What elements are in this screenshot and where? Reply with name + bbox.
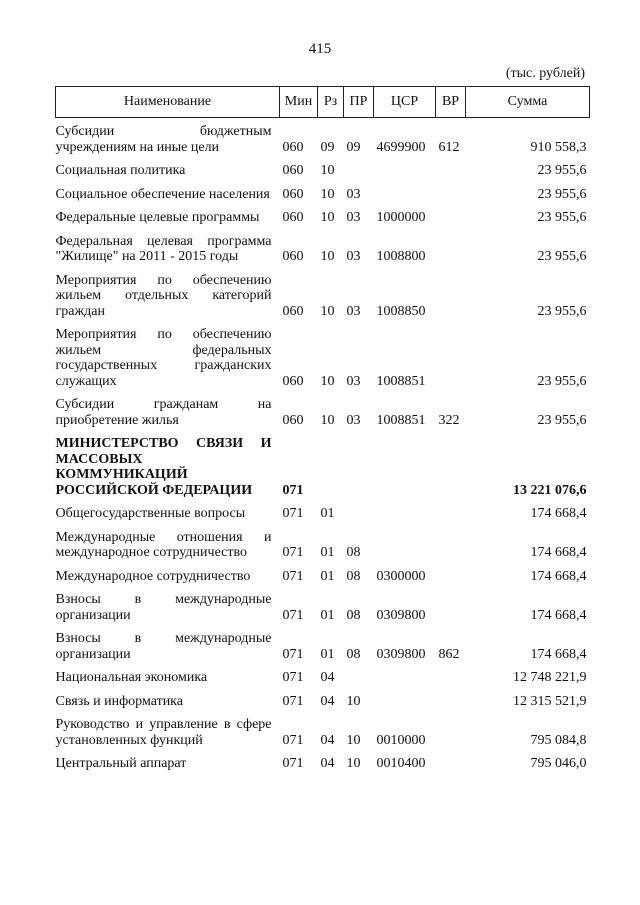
sum-cell: 174 668,4 xyxy=(530,607,587,623)
csr-cell: 1008851 xyxy=(376,373,426,389)
name-cell: Социальная политика xyxy=(55,163,186,178)
vr-cell: 612 xyxy=(438,139,460,155)
pr-cell: 03 xyxy=(346,210,361,225)
pr-cell: 10 xyxy=(346,693,361,709)
unit-label: (тыс. рублей) xyxy=(505,66,585,81)
min-cell: 060 xyxy=(282,412,304,428)
min-cell: 071 xyxy=(282,646,304,662)
pr-cell: 03 xyxy=(346,412,361,428)
header-name: Наименование xyxy=(56,87,280,118)
sum-cell: 910 558,3 xyxy=(530,139,587,155)
sum-cell: 795 046,0 xyxy=(530,756,587,771)
pr-cell: 08 xyxy=(346,568,361,584)
vr-cell xyxy=(436,711,466,750)
sum-cell: 23 955,6 xyxy=(537,186,587,202)
csr-cell: 0309800 xyxy=(376,646,426,662)
vr-cell xyxy=(436,500,466,524)
sum-cell: 174 668,4 xyxy=(530,568,587,584)
table-row xyxy=(56,586,590,625)
pr-cell: 08 xyxy=(346,607,361,623)
min-cell: 060 xyxy=(282,249,304,264)
vr-cell xyxy=(436,524,466,563)
rz-cell: 10 xyxy=(320,210,335,225)
csr-cell: 1000000 xyxy=(376,210,426,225)
table-row xyxy=(56,228,590,267)
vr-cell: 322 xyxy=(438,412,460,428)
min-cell: 060 xyxy=(282,186,304,202)
rz-cell: 04 xyxy=(320,756,335,771)
min-cell: 060 xyxy=(282,210,304,225)
csr-cell: 1008851 xyxy=(376,412,426,428)
vr-cell xyxy=(436,157,466,181)
table-row xyxy=(56,267,590,322)
pr-cell: 10 xyxy=(346,732,361,748)
table-row xyxy=(56,157,590,181)
sum-cell: 23 955,6 xyxy=(537,373,587,389)
vr-cell xyxy=(436,688,466,712)
rz-cell: 01 xyxy=(320,607,335,623)
header-min: Мин xyxy=(280,87,318,118)
name-cell: Руководство и управление в сфере установленных функций xyxy=(55,717,272,748)
table-row xyxy=(56,711,590,750)
pr-cell: 09 xyxy=(346,139,361,155)
min-cell: 060 xyxy=(282,303,304,319)
pr-cell xyxy=(344,157,374,181)
table-row xyxy=(56,750,590,774)
name-cell: Международные отношения и международное сотрудничество xyxy=(55,529,272,560)
rz-cell: 10 xyxy=(320,373,335,389)
csr-cell: 1008800 xyxy=(376,249,426,264)
csr-cell: 0010000 xyxy=(376,732,426,748)
name-cell: Социальное обеспечение населения xyxy=(55,186,270,202)
rz-cell: 10 xyxy=(320,186,335,202)
page-number: 415 xyxy=(308,41,332,57)
sum-cell: 174 668,4 xyxy=(530,506,587,521)
rz-cell: 09 xyxy=(320,139,335,155)
sum-cell: 795 084,8 xyxy=(530,732,587,748)
vr-cell xyxy=(436,204,466,228)
sum-cell: 12 748 221,9 xyxy=(513,670,587,685)
sum-cell: 23 955,6 xyxy=(537,210,587,225)
table-row xyxy=(56,664,590,688)
csr-cell: 0300000 xyxy=(376,568,426,584)
table-row xyxy=(56,563,590,587)
table-row xyxy=(56,500,590,524)
pr-cell: 10 xyxy=(346,756,361,771)
pr-cell xyxy=(344,430,374,500)
vr-cell xyxy=(436,430,466,500)
rz-cell: 10 xyxy=(320,412,335,428)
rz-cell: 01 xyxy=(320,568,335,584)
name-cell: Центральный аппарат xyxy=(55,756,187,771)
header-csr: ЦСР xyxy=(374,87,436,118)
rz-cell: 04 xyxy=(320,732,335,748)
name-cell: Субсидии бюджетным учреждениям на иные цели xyxy=(55,124,272,155)
sum-cell: 174 668,4 xyxy=(530,545,587,560)
header-vr: ВР xyxy=(436,87,466,118)
min-cell: 071 xyxy=(282,670,304,685)
min-cell: 071 xyxy=(282,506,304,521)
pr-cell xyxy=(344,500,374,524)
pr-cell: 03 xyxy=(346,303,361,319)
sum-cell: 23 955,6 xyxy=(537,163,587,178)
name-cell: Международное сотрудничество xyxy=(55,568,251,584)
csr-cell xyxy=(374,524,436,563)
vr-cell xyxy=(436,586,466,625)
vr-cell xyxy=(436,267,466,322)
table-row xyxy=(56,391,590,430)
csr-cell xyxy=(374,430,436,500)
budget-table xyxy=(55,86,590,774)
pr-cell: 03 xyxy=(346,186,361,202)
table-row xyxy=(56,321,590,391)
name-cell: Субсидии гражданам на приобретение жилья xyxy=(55,397,272,428)
table-row xyxy=(56,688,590,712)
min-cell: 060 xyxy=(282,139,304,155)
rz-cell: 01 xyxy=(320,506,335,521)
pr-cell xyxy=(344,664,374,688)
name-cell: Федеральные целевые программы xyxy=(55,210,260,225)
csr-cell xyxy=(374,688,436,712)
vr-cell xyxy=(436,181,466,205)
min-cell: 071 xyxy=(282,732,304,748)
name-cell: Взносы в международные организации xyxy=(55,592,272,623)
header-pr: ПР xyxy=(344,87,374,118)
rz-cell: 10 xyxy=(320,303,335,319)
min-cell: 071 xyxy=(282,482,304,498)
vr-cell xyxy=(436,563,466,587)
table-row xyxy=(56,118,590,158)
pr-cell: 08 xyxy=(346,646,361,662)
name-cell: Федеральная целевая программа "Жилище" на 2011 - 2015 годы xyxy=(55,233,272,264)
min-cell: 071 xyxy=(282,545,304,560)
vr-cell xyxy=(436,228,466,267)
min-cell: 071 xyxy=(282,693,304,709)
table-row xyxy=(56,204,590,228)
pr-cell: 03 xyxy=(346,373,361,389)
rz-cell: 01 xyxy=(320,646,335,662)
name-cell: Связь и информатика xyxy=(55,693,183,709)
header-rz: Рз xyxy=(318,87,344,118)
rz-cell: 04 xyxy=(320,670,335,685)
rz-cell: 10 xyxy=(320,163,335,178)
min-cell: 071 xyxy=(282,568,304,584)
vr-cell: 862 xyxy=(438,646,460,662)
csr-cell: 0010400 xyxy=(376,756,426,771)
csr-cell xyxy=(374,157,436,181)
csr-cell: 1008850 xyxy=(376,303,426,319)
csr-cell: 0309800 xyxy=(376,607,426,623)
min-cell: 060 xyxy=(282,373,304,389)
min-cell: 071 xyxy=(282,607,304,623)
vr-cell xyxy=(436,750,466,774)
name-cell: МИНИСТЕРСТВО СВЯЗИ И МАССОВЫХ КОММУНИКАЦИЙ РОССИЙСКОЙ ФЕДЕРАЦИИ xyxy=(55,436,272,498)
rz-cell: 10 xyxy=(320,249,335,264)
table-row xyxy=(56,625,590,664)
header-sum: Сумма xyxy=(466,87,590,118)
sum-cell: 13 221 076,6 xyxy=(513,482,587,498)
sum-cell: 23 955,6 xyxy=(537,412,587,428)
min-cell: 071 xyxy=(282,756,304,771)
table-row xyxy=(56,181,590,205)
rz-cell xyxy=(318,430,344,500)
name-cell: Национальная экономика xyxy=(55,670,208,685)
vr-cell xyxy=(436,321,466,391)
csr-cell xyxy=(374,181,436,205)
name-cell: Мероприятия по обеспечению жильем федеральных государственных гражданских служащих xyxy=(55,327,272,389)
csr-cell xyxy=(374,500,436,524)
name-cell: Мероприятия по обеспечению жильем отдельных категорий граждан xyxy=(55,272,272,319)
vr-cell xyxy=(436,664,466,688)
sum-cell: 23 955,6 xyxy=(537,249,587,264)
sum-cell: 174 668,4 xyxy=(530,646,587,662)
pr-cell: 03 xyxy=(346,249,361,264)
rz-cell: 01 xyxy=(320,545,335,560)
sum-cell: 12 315 521,9 xyxy=(513,693,587,709)
name-cell: Взносы в международные организации xyxy=(55,631,272,662)
rz-cell: 04 xyxy=(320,693,335,709)
table-header-row xyxy=(56,87,590,118)
csr-cell: 4699900 xyxy=(376,139,426,155)
name-cell: Общегосударственные вопросы xyxy=(55,506,246,521)
table-row xyxy=(56,430,590,500)
table-row xyxy=(56,524,590,563)
csr-cell xyxy=(374,664,436,688)
min-cell: 060 xyxy=(282,163,304,178)
pr-cell: 08 xyxy=(346,545,361,560)
sum-cell: 23 955,6 xyxy=(537,303,587,319)
